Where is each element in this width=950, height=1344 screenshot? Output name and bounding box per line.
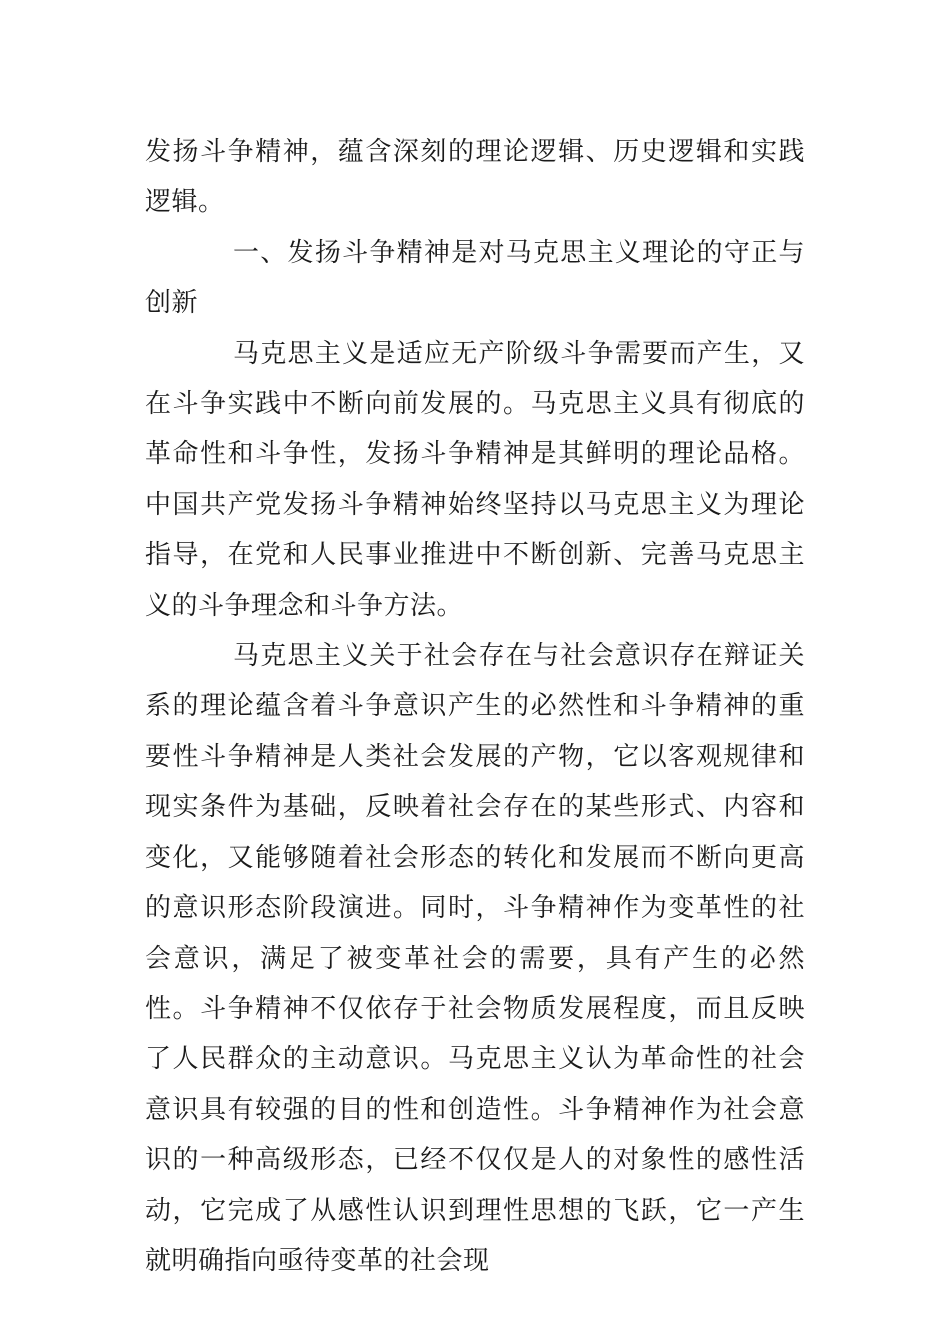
section-heading: 一、发扬斗争精神是对马克思主义理论的守正与创新	[145, 237, 805, 319]
paragraph-body-2: 马克思主义关于社会存在与社会意识存在辩证关系的理论蕴含着斗争意识产生的必然性和斗争精神的重要性斗争精神是人类社会发展的产物，它以客观规律和现实条件为基础，反映着社会存在的某些形式、内容和变化，又能够随着社会形态的转化和发展而不断向更高的意识形态阶段演进。同时，斗争精神作为变革性的社会意识，满足了被变革社会的需要，具有产生的必然性。斗争精神不仅依存于社会物质发展程度，而且反映了人民群众的主动意识。马克思主义认为革命性的社会意识具有较强的目的性和创造性。斗争精神作为社会意识的一种高级形态，已经不仅仅是人的对象性的感性活动，它完成了从感性认识到理性思想的飞跃，它一产生就明确指向亟待变革的社会现	[145, 641, 805, 1276]
paragraph-continued-intro: 发扬斗争精神，蕴含深刻的理论逻辑、历史逻辑和实践逻辑。	[145, 137, 805, 218]
paragraph-body-1: 马克思主义是适应无产阶级斗争需要而产生，又在斗争实践中不断向前发展的。马克思主义具有彻底的革命性和斗争性，发扬斗争精神是其鲜明的理论品格。中国共产党发扬斗争精神始终坚持以马克思主义为理论指导，在党和人民事业推进中不断创新、完善马克思主义的斗争理念和斗争方法。	[145, 338, 805, 621]
document-body	[145, 127, 805, 1286]
